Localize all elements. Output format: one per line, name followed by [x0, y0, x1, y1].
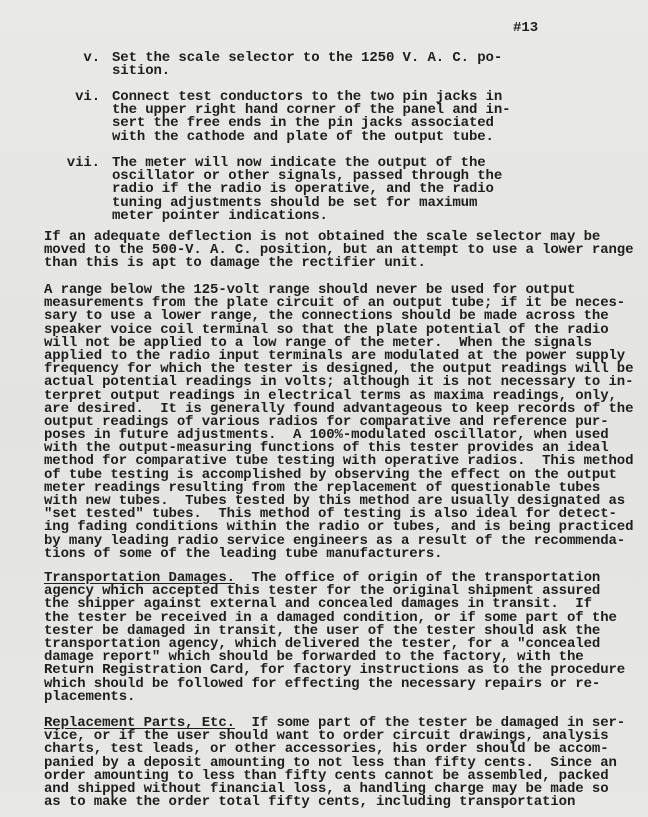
text-line: radio if the radio is operative, and the radio — [112, 181, 494, 198]
text-line: placements. — [44, 688, 136, 705]
paragraph — [44, 284, 633, 561]
list-item-number: vii. — [66, 155, 100, 171]
text-line: the upper right hand corner of the panel and in- — [112, 102, 511, 119]
text-line: vice, or if the user should want to order circuit drawings, analysis — [44, 728, 609, 745]
section-heading: Transportation Damages. — [44, 570, 235, 586]
text-line: as to make the order total fifty cents, including transportation — [44, 794, 576, 811]
list-item-number: vi. — [75, 89, 100, 105]
text-line: applied to the radio input terminals are modulated at the power supply — [44, 347, 626, 364]
text-line: will not be applied to a low range of the meter. When the signals — [44, 334, 592, 351]
text-line: moved to the 500-V. A. C. position, but an attempt to use a lower range — [44, 242, 634, 259]
section-heading: Replacement Parts, Etc. — [44, 715, 235, 731]
text-line: with the cathode and plate of the output tube. — [112, 128, 494, 145]
text-line: with new tubes. Tubes tested by this method are usually designated as — [44, 493, 626, 509]
page-number: #13 — [513, 20, 539, 36]
text-line: order amounting to less than fifty cents cannot be assembled, packed — [44, 767, 609, 784]
text-line: the shipper against external and concealed damages in transit. If — [44, 596, 592, 613]
text-line: tions of some of the leading tube manufacturers. — [44, 545, 443, 562]
text-line: meter readings resulting from the replacement of questionable tubes — [44, 479, 601, 496]
list-item-text — [112, 157, 502, 223]
text-line: Connect test conductors to the two pin jacks in — [112, 89, 503, 105]
text-line: actual potential readings in volts; although it is not necessary to in- — [44, 374, 634, 391]
text-line: transportation agency, which delivered the tester, for a "concealed — [44, 635, 601, 652]
paragraph — [44, 231, 633, 271]
text-line: damage report" which should be forwarded to the factory, with the — [44, 649, 584, 666]
text-fragment: If some part of the tester be damaged in ser- — [234, 715, 626, 731]
text-line: panied by a deposit amounting to not less than fifty cents. Since an — [44, 754, 617, 771]
text-line: sert the free ends in the pin jacks associated — [112, 115, 494, 132]
paragraph — [44, 717, 625, 809]
text-line: tuning adjustments should be set for maximum — [112, 194, 478, 211]
text-line: sition. — [112, 63, 171, 80]
text-line: meter pointer indications. — [112, 207, 328, 224]
text-line: "set tested" tubes. This method of testing is also ideal for detect- — [44, 506, 617, 523]
text-line: ing fading conditions within the radio or tubes, and is being practiced — [44, 519, 634, 536]
text-line: method for comparative tube testing with operative radios. This method — [44, 453, 634, 470]
text-line: poses in future adjustments. A 100%-modulated oscillator, when used — [44, 427, 609, 444]
text-line: with the output-measuring functions of this tester provides an ideal — [44, 440, 609, 457]
text-line: which should be followed for effecting the necessary repairs or re- — [44, 675, 601, 692]
text-line: frequency for which the tester is designed, the output readings will be — [44, 361, 634, 378]
text-line: output readings of various radios for comparative and reference pur- — [44, 413, 609, 430]
text-line: speaker voice coil terminal so that the plate potential of the radio — [44, 321, 609, 338]
text-line: Set the scale selector to the 1250 V. A. C. po- — [112, 50, 503, 66]
text-line: terpret output readings in electrical terms as maxima readings, only, — [44, 387, 617, 404]
text-line: by many leading radio service engineers as a result of the recommenda- — [44, 532, 626, 549]
paragraph — [44, 572, 625, 704]
list-item-text — [112, 52, 502, 78]
text-line: agency which accepted this tester for the original shipment assured — [44, 583, 601, 600]
text-line: sary to use a lower range, the connections should be made across the — [44, 308, 609, 325]
text-line: of tube testing is accomplished by observing the effect on the output — [44, 466, 617, 483]
list-item-text — [112, 91, 510, 144]
text-line: and shipped without financial loss, a handling charge may be made so — [44, 780, 609, 797]
text-line: tester be damaged in transit, the user of the tester should ask the — [44, 622, 601, 639]
text-line: Return Registration Card, for factory instructions as to the procedure — [44, 662, 626, 679]
text-fragment: The office of origin of the transportation — [234, 570, 601, 586]
text-line: charts, test leads, or other accessories, his order should be accom- — [44, 741, 609, 758]
text-line: A range below the 125-volt range should never be used for output — [44, 282, 576, 298]
text-line: are desired. It is generally found advantageous to keep records of the — [44, 400, 634, 417]
text-line: The meter will now indicate the output of the — [112, 155, 486, 171]
text-line: the tester be received in a damaged condition, or if some part of the — [44, 609, 617, 626]
text-line: If an adequate deflection is not obtained the scale selector may be — [44, 229, 601, 245]
text-line: measurements from the plate circuit of an output tube; if it be neces- — [44, 295, 626, 312]
list-item-number: v. — [83, 50, 100, 66]
text-line: oscillator or other signals, passed through the — [112, 168, 503, 185]
text-line: than this is apt to damage the rectifier unit. — [44, 255, 426, 272]
